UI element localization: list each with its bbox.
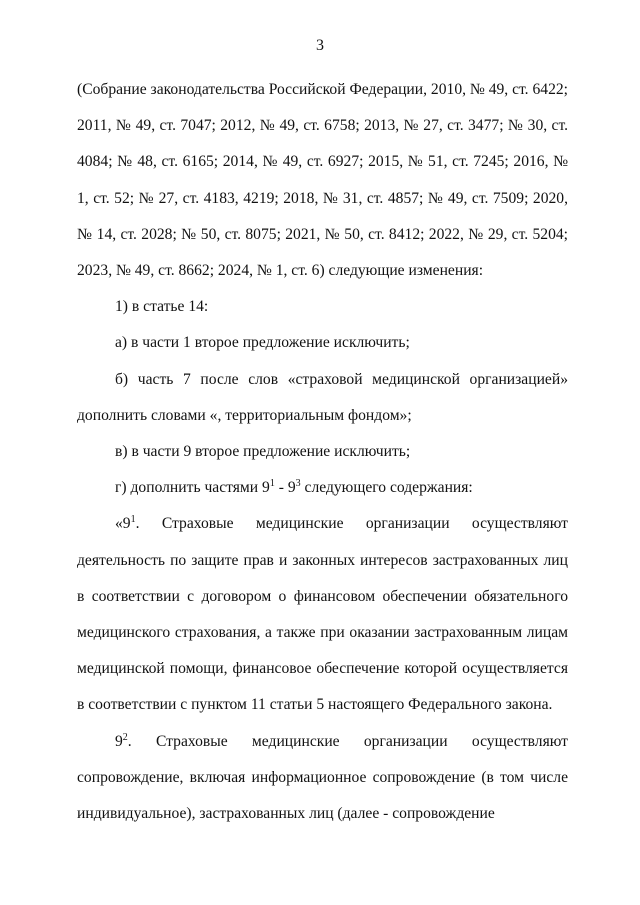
superscript: 1	[130, 514, 136, 526]
paragraph-part-9-1	[77, 506, 568, 723]
paragraph-item-g-text-a: г) дополнить частями 9	[115, 479, 270, 497]
paragraph-item-v: в) в части 9 второе предложение исключить;	[115, 443, 411, 461]
paragraph-item-g-text-c: следующего содержания:	[300, 479, 473, 497]
paragraph-part-9-1-prefix: «9	[115, 515, 131, 533]
paragraph-part-9-2	[77, 724, 568, 833]
superscript: 3	[295, 478, 301, 490]
paragraph-item-1: 1) в статье 14:	[115, 298, 209, 316]
paragraph-citation: (Собрание законодательства Российской Федерации, 2010, № 49, ст. 6422; 2011, № 49, ст. 7047; 2012, № 49, ст. 6758; 2013, № 27, ст. 3477; № 30, ст. 4084; № 48, ст. 6165; 2014, № 49, ст. 6927; 2015, № 51, ст. 7245; 2016, № 1, ст. 52; № 27, ст. 4183, 4219; 2018, № 31, ст. 4857; № 49, ст. 7509; 2020, № 14, ст. 2028; № 50, ст. 8075; 2021, № 50, ст. 8412; 2022, № 29, ст. 5204; 2023, № 49, ст. 8662; 2024, № 1, ст. 6) следующие изменения:	[77, 81, 568, 280]
paragraph-part-9-2-text: . Страховые медицинские организации осуществляют сопровождение, включая информационное сопровождение (в том числе индивидуальное), застрахованных лиц (далее - сопровождение	[77, 732, 568, 823]
paragraph-item-g	[77, 470, 568, 506]
superscript: 2	[122, 731, 128, 743]
document-body	[77, 72, 568, 832]
paragraph-part-9-2-prefix: 9	[115, 732, 123, 750]
superscript: 1	[269, 478, 275, 490]
paragraph-item-g-text-b: - 9	[274, 479, 296, 497]
page-number: 3	[316, 37, 324, 54]
paragraph-part-9-1-text: . Страховые медицинские организации осуществляют деятельность по защите прав и законных интересов застрахованных лиц в соответствии с договором о финансовом обеспечении обязательного медицинского страхования, а также при оказании застрахованным лицам медицинской помощи, финансовое обеспечение которой осуществляется в соответствии с пунктом 11 статьи 5 настоящего Федерального закона.	[77, 515, 568, 714]
paragraph-item-a: а) в части 1 второе предложение исключить;	[115, 334, 410, 352]
paragraph-item-b: б) часть 7 после слов «страховой медицинской организацией» дополнить словами «, территориальным фондом»;	[77, 370, 568, 424]
